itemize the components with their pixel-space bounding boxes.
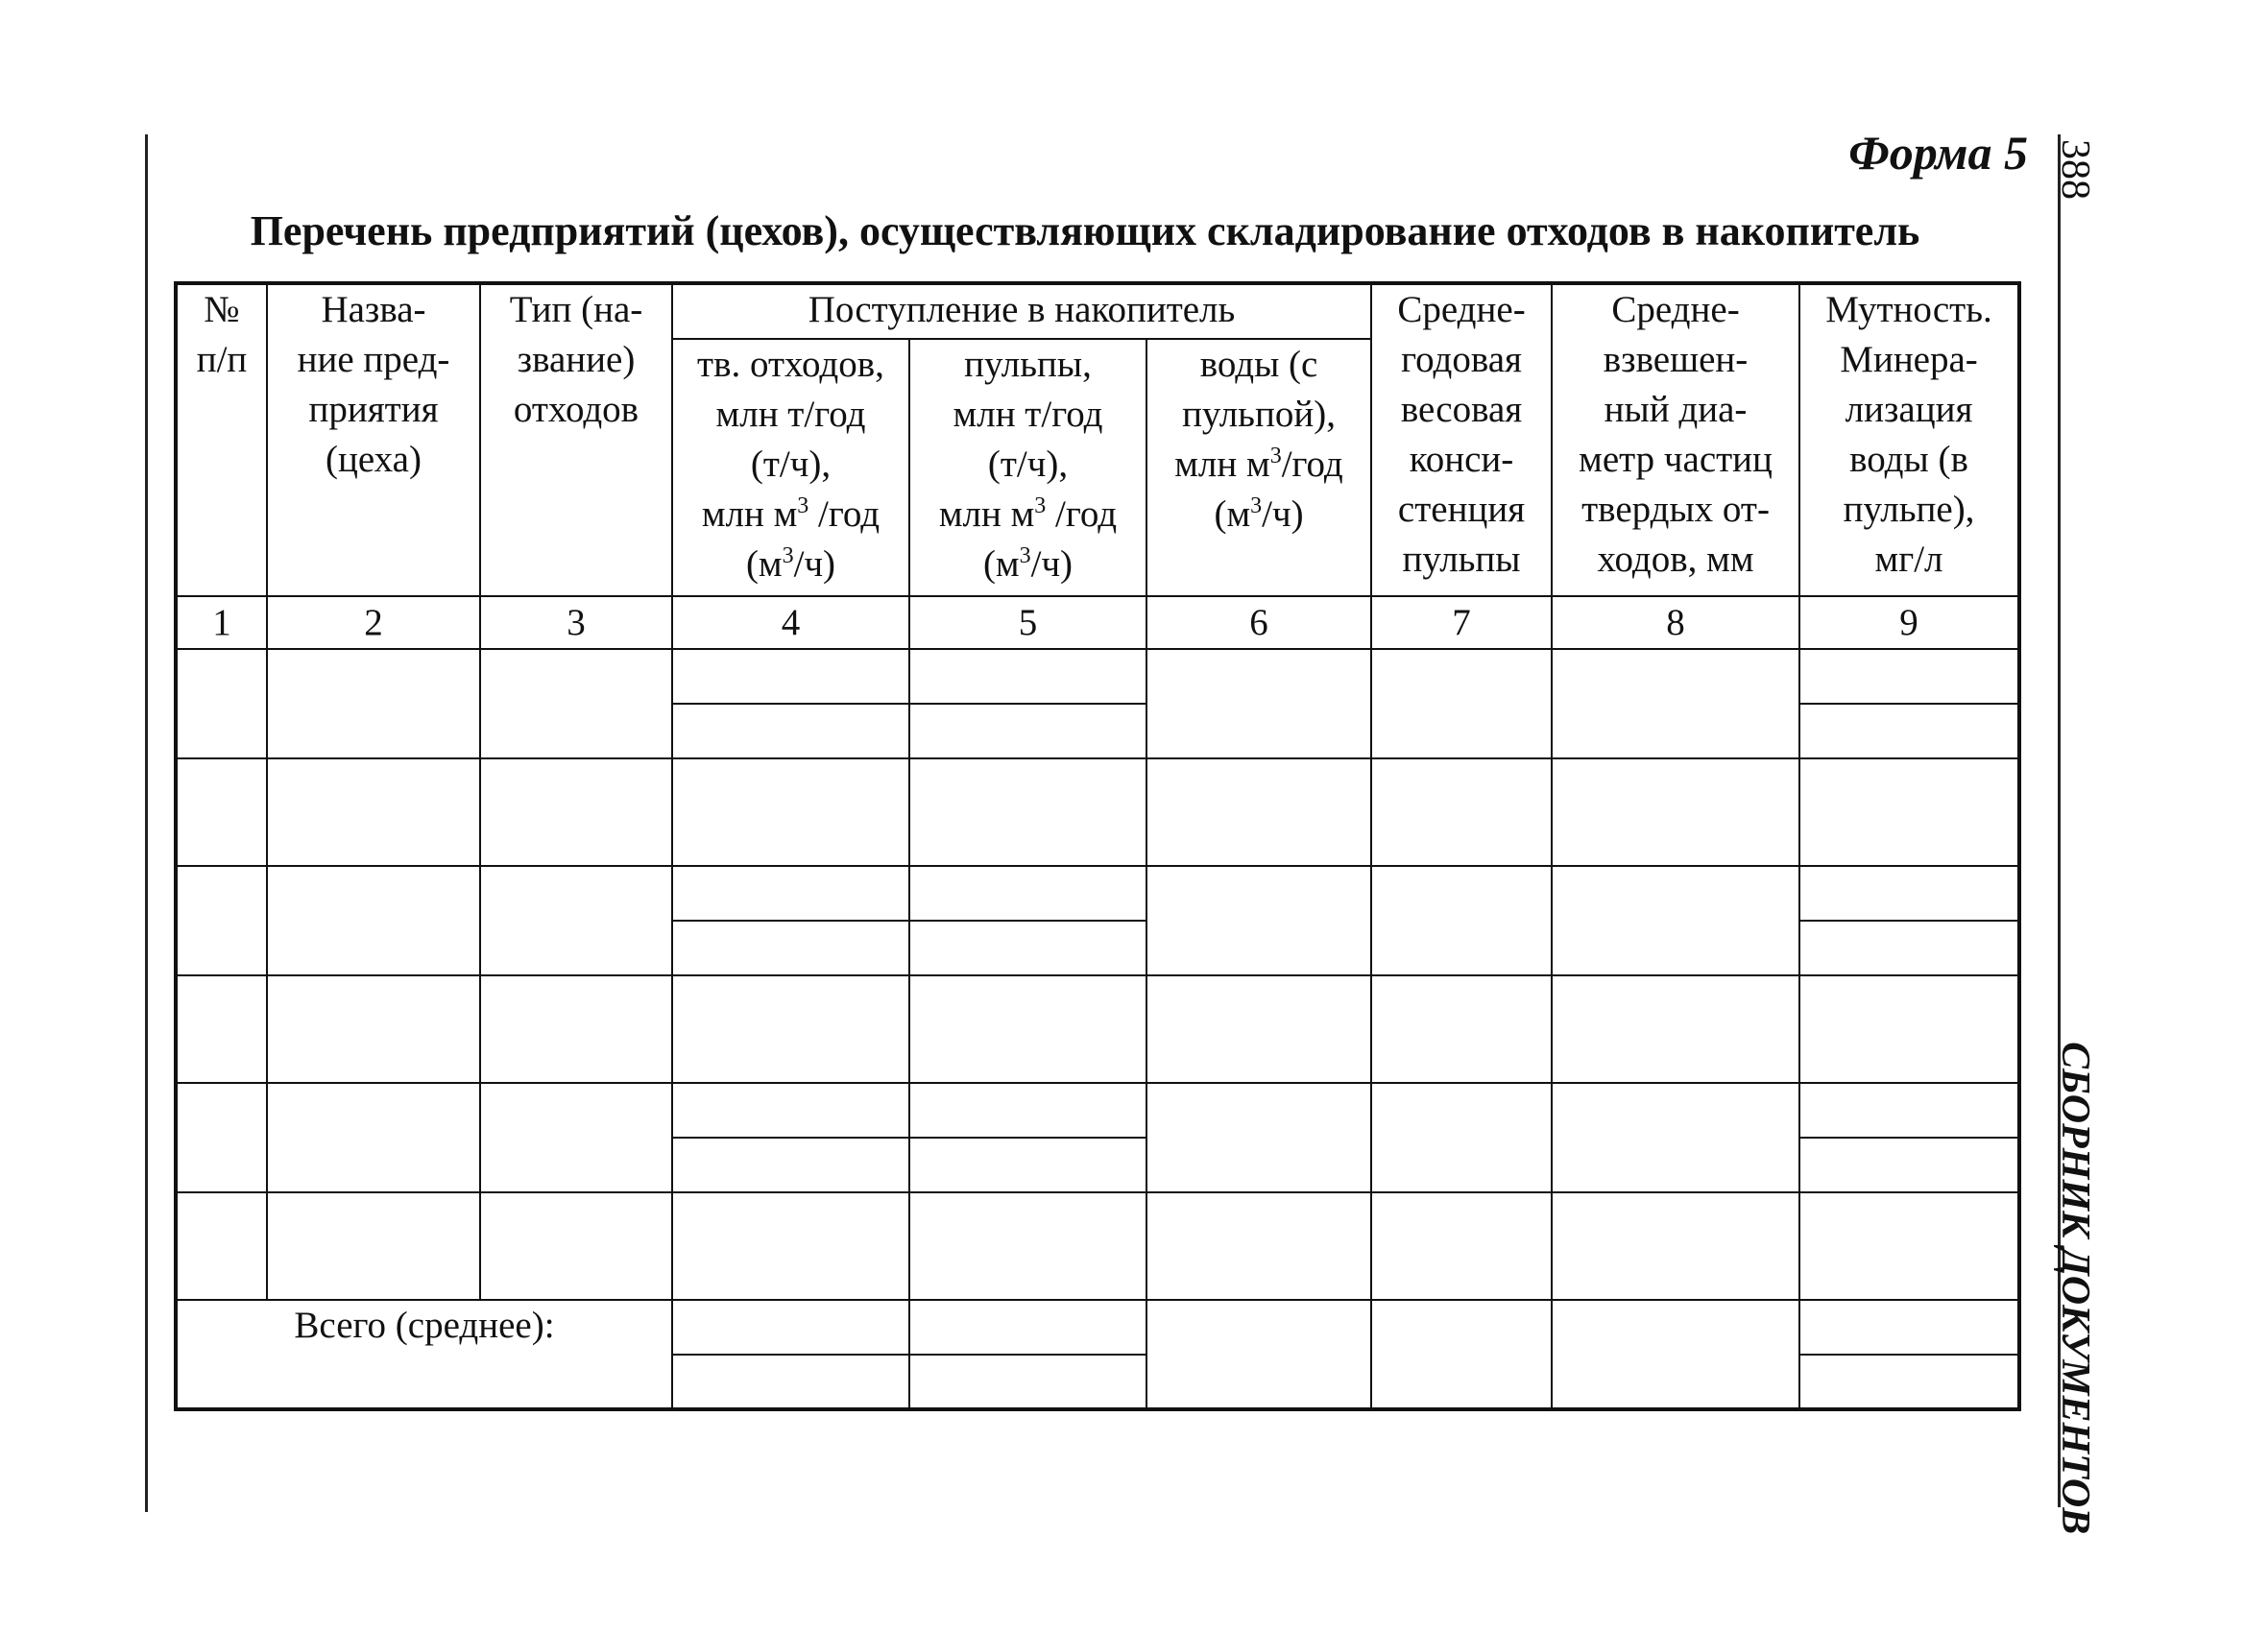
total-label: Всего (среднее):: [294, 1305, 555, 1346]
header-cell-number: [176, 283, 267, 596]
blank-cell[interactable]: [1799, 866, 2019, 921]
blank-cell[interactable]: [1146, 866, 1371, 975]
blank-cell[interactable]: [1799, 1138, 2019, 1192]
blank-cell[interactable]: [909, 1138, 1146, 1192]
blank-cell[interactable]: [1552, 1083, 1799, 1192]
total-label-cell: [176, 1300, 672, 1409]
column-number-cell: 2: [267, 596, 480, 649]
column-number-cell: 3: [480, 596, 672, 649]
blank-cell[interactable]: [1146, 1083, 1371, 1192]
column-number-cell: 7: [1371, 596, 1552, 649]
form-label: Форма 5: [1848, 126, 2028, 180]
blank-cell[interactable]: [1552, 758, 1799, 866]
blank-cell[interactable]: [1799, 921, 2019, 975]
blank-cell[interactable]: [672, 975, 909, 1083]
blank-cell[interactable]: [1552, 1300, 1799, 1409]
header-cell-turbidity: [1799, 283, 2019, 596]
blank-cell[interactable]: [1146, 1192, 1371, 1300]
header-cell-type: [480, 283, 672, 596]
blank-cell[interactable]: [1799, 1300, 2019, 1355]
blank-cell[interactable]: [909, 1083, 1146, 1138]
blank-cell[interactable]: [1552, 866, 1799, 975]
blank-cell[interactable]: [267, 758, 480, 866]
column-number-cell: 8: [1552, 596, 1799, 649]
blank-cell[interactable]: [267, 1192, 480, 1300]
header-turbidity-text: Мутность. Минера- лизация воды (в пульпе), мг/л: [1825, 289, 1992, 580]
blank-cell[interactable]: [1799, 758, 2019, 866]
page-title: Перечень предприятий (цехов), осуществляющих складирование отходов в накопитель: [250, 207, 1920, 254]
header-cell-particle-diameter: [1552, 283, 1799, 596]
blank-cell[interactable]: [1371, 866, 1552, 975]
blank-cell[interactable]: [909, 975, 1146, 1083]
blank-cell[interactable]: [176, 1083, 267, 1192]
header-consistency-text: Средне- годовая весовая конси- стенция пульпы: [1397, 289, 1526, 580]
blank-cell[interactable]: [909, 1300, 1146, 1355]
blank-cell[interactable]: [672, 1192, 909, 1300]
blank-cell[interactable]: [1371, 975, 1552, 1083]
blank-cell[interactable]: [480, 1083, 672, 1192]
blank-cell[interactable]: [672, 866, 909, 921]
blank-cell[interactable]: [1799, 704, 2019, 758]
blank-cell[interactable]: [1552, 975, 1799, 1083]
blank-cell[interactable]: [909, 649, 1146, 704]
blank-cell[interactable]: [1371, 649, 1552, 758]
blank-cell[interactable]: [1146, 758, 1371, 866]
column-number-cell: 6: [1146, 596, 1371, 649]
blank-cell[interactable]: [480, 649, 672, 758]
blank-cell[interactable]: [1146, 649, 1371, 758]
blank-cell[interactable]: [480, 758, 672, 866]
blank-cell[interactable]: [176, 1192, 267, 1300]
blank-cell[interactable]: [480, 1192, 672, 1300]
form-table: [174, 281, 2021, 1411]
header-number-text: № п/п: [196, 289, 248, 380]
blank-cell[interactable]: [1552, 1192, 1799, 1300]
header-cell-water: [1146, 339, 1371, 596]
blank-cell[interactable]: [267, 975, 480, 1083]
blank-cell[interactable]: [909, 1192, 1146, 1300]
header-name-text: Назва- ние пред- приятия (цеха): [297, 289, 450, 480]
blank-cell[interactable]: [1799, 1083, 2019, 1138]
column-number-cell: 5: [909, 596, 1146, 649]
blank-cell[interactable]: [176, 866, 267, 975]
header-intake-group-text: Поступление в накопитель: [808, 289, 1236, 330]
blank-cell[interactable]: [909, 758, 1146, 866]
blank-cell[interactable]: [267, 1083, 480, 1192]
blank-cell[interactable]: [672, 1138, 909, 1192]
blank-cell[interactable]: [672, 1300, 909, 1355]
blank-cell[interactable]: [1146, 1300, 1371, 1409]
column-number-cell: 9: [1799, 596, 2019, 649]
header-pulp-text: пульпы, млн т/год (т/ч), млн $м^3$ /год $(м^3/ч)$: [938, 344, 1118, 585]
blank-cell[interactable]: [1371, 1083, 1552, 1192]
blank-cell[interactable]: [672, 921, 909, 975]
header-cell-intake-group: [672, 283, 1371, 339]
blank-cell[interactable]: [1371, 1192, 1552, 1300]
blank-cell[interactable]: [1799, 1355, 2019, 1409]
header-type-text: Тип (на- звание) отходов: [509, 289, 643, 430]
blank-cell[interactable]: [267, 866, 480, 975]
blank-cell[interactable]: [672, 1355, 909, 1409]
blank-cell[interactable]: [909, 1355, 1146, 1409]
blank-cell[interactable]: [1799, 1192, 2019, 1300]
blank-cell[interactable]: [909, 921, 1146, 975]
blank-cell[interactable]: [672, 758, 909, 866]
header-particle-diameter-text: Средне- взвешен- ный диа- метр частиц твердых от- ходов, мм: [1579, 289, 1773, 580]
column-number-cell: 4: [672, 596, 909, 649]
page-number: 388: [2053, 139, 2097, 200]
blank-cell[interactable]: [1371, 1300, 1552, 1409]
header-cell-solid-waste: [672, 339, 909, 596]
blank-cell[interactable]: [1146, 975, 1371, 1083]
header-cell-name: [267, 283, 480, 596]
blank-cell[interactable]: [672, 704, 909, 758]
blank-cell[interactable]: [480, 975, 672, 1083]
running-head: СБОРНИК ДОКУМЕНТОВ: [2053, 1042, 2097, 1535]
header-cell-pulp: [909, 339, 1146, 596]
header-solid-waste-text: тв. отходов, млн т/год (т/ч), млн $м^3$ /год $(м^3/ч)$: [697, 344, 884, 585]
blank-cell[interactable]: [672, 1083, 909, 1138]
blank-cell[interactable]: [909, 866, 1146, 921]
blank-cell[interactable]: [176, 758, 267, 866]
header-water-text: воды (с пульпой), млн $м^3$/год $(м^3/ч)$: [1174, 344, 1343, 535]
blank-cell[interactable]: [1552, 649, 1799, 758]
blank-cell[interactable]: [909, 704, 1146, 758]
header-cell-consistency: [1371, 283, 1552, 596]
column-number-cell: 1: [176, 596, 267, 649]
blank-cell[interactable]: [1799, 975, 2019, 1083]
blank-cell[interactable]: [1799, 649, 2019, 704]
blank-cell[interactable]: [1371, 758, 1552, 866]
blank-cell[interactable]: [267, 649, 480, 758]
left-margin-rule: [145, 134, 148, 1512]
blank-cell[interactable]: [480, 866, 672, 975]
blank-cell[interactable]: [176, 649, 267, 758]
blank-cell[interactable]: [672, 649, 909, 704]
blank-cell[interactable]: [176, 975, 267, 1083]
